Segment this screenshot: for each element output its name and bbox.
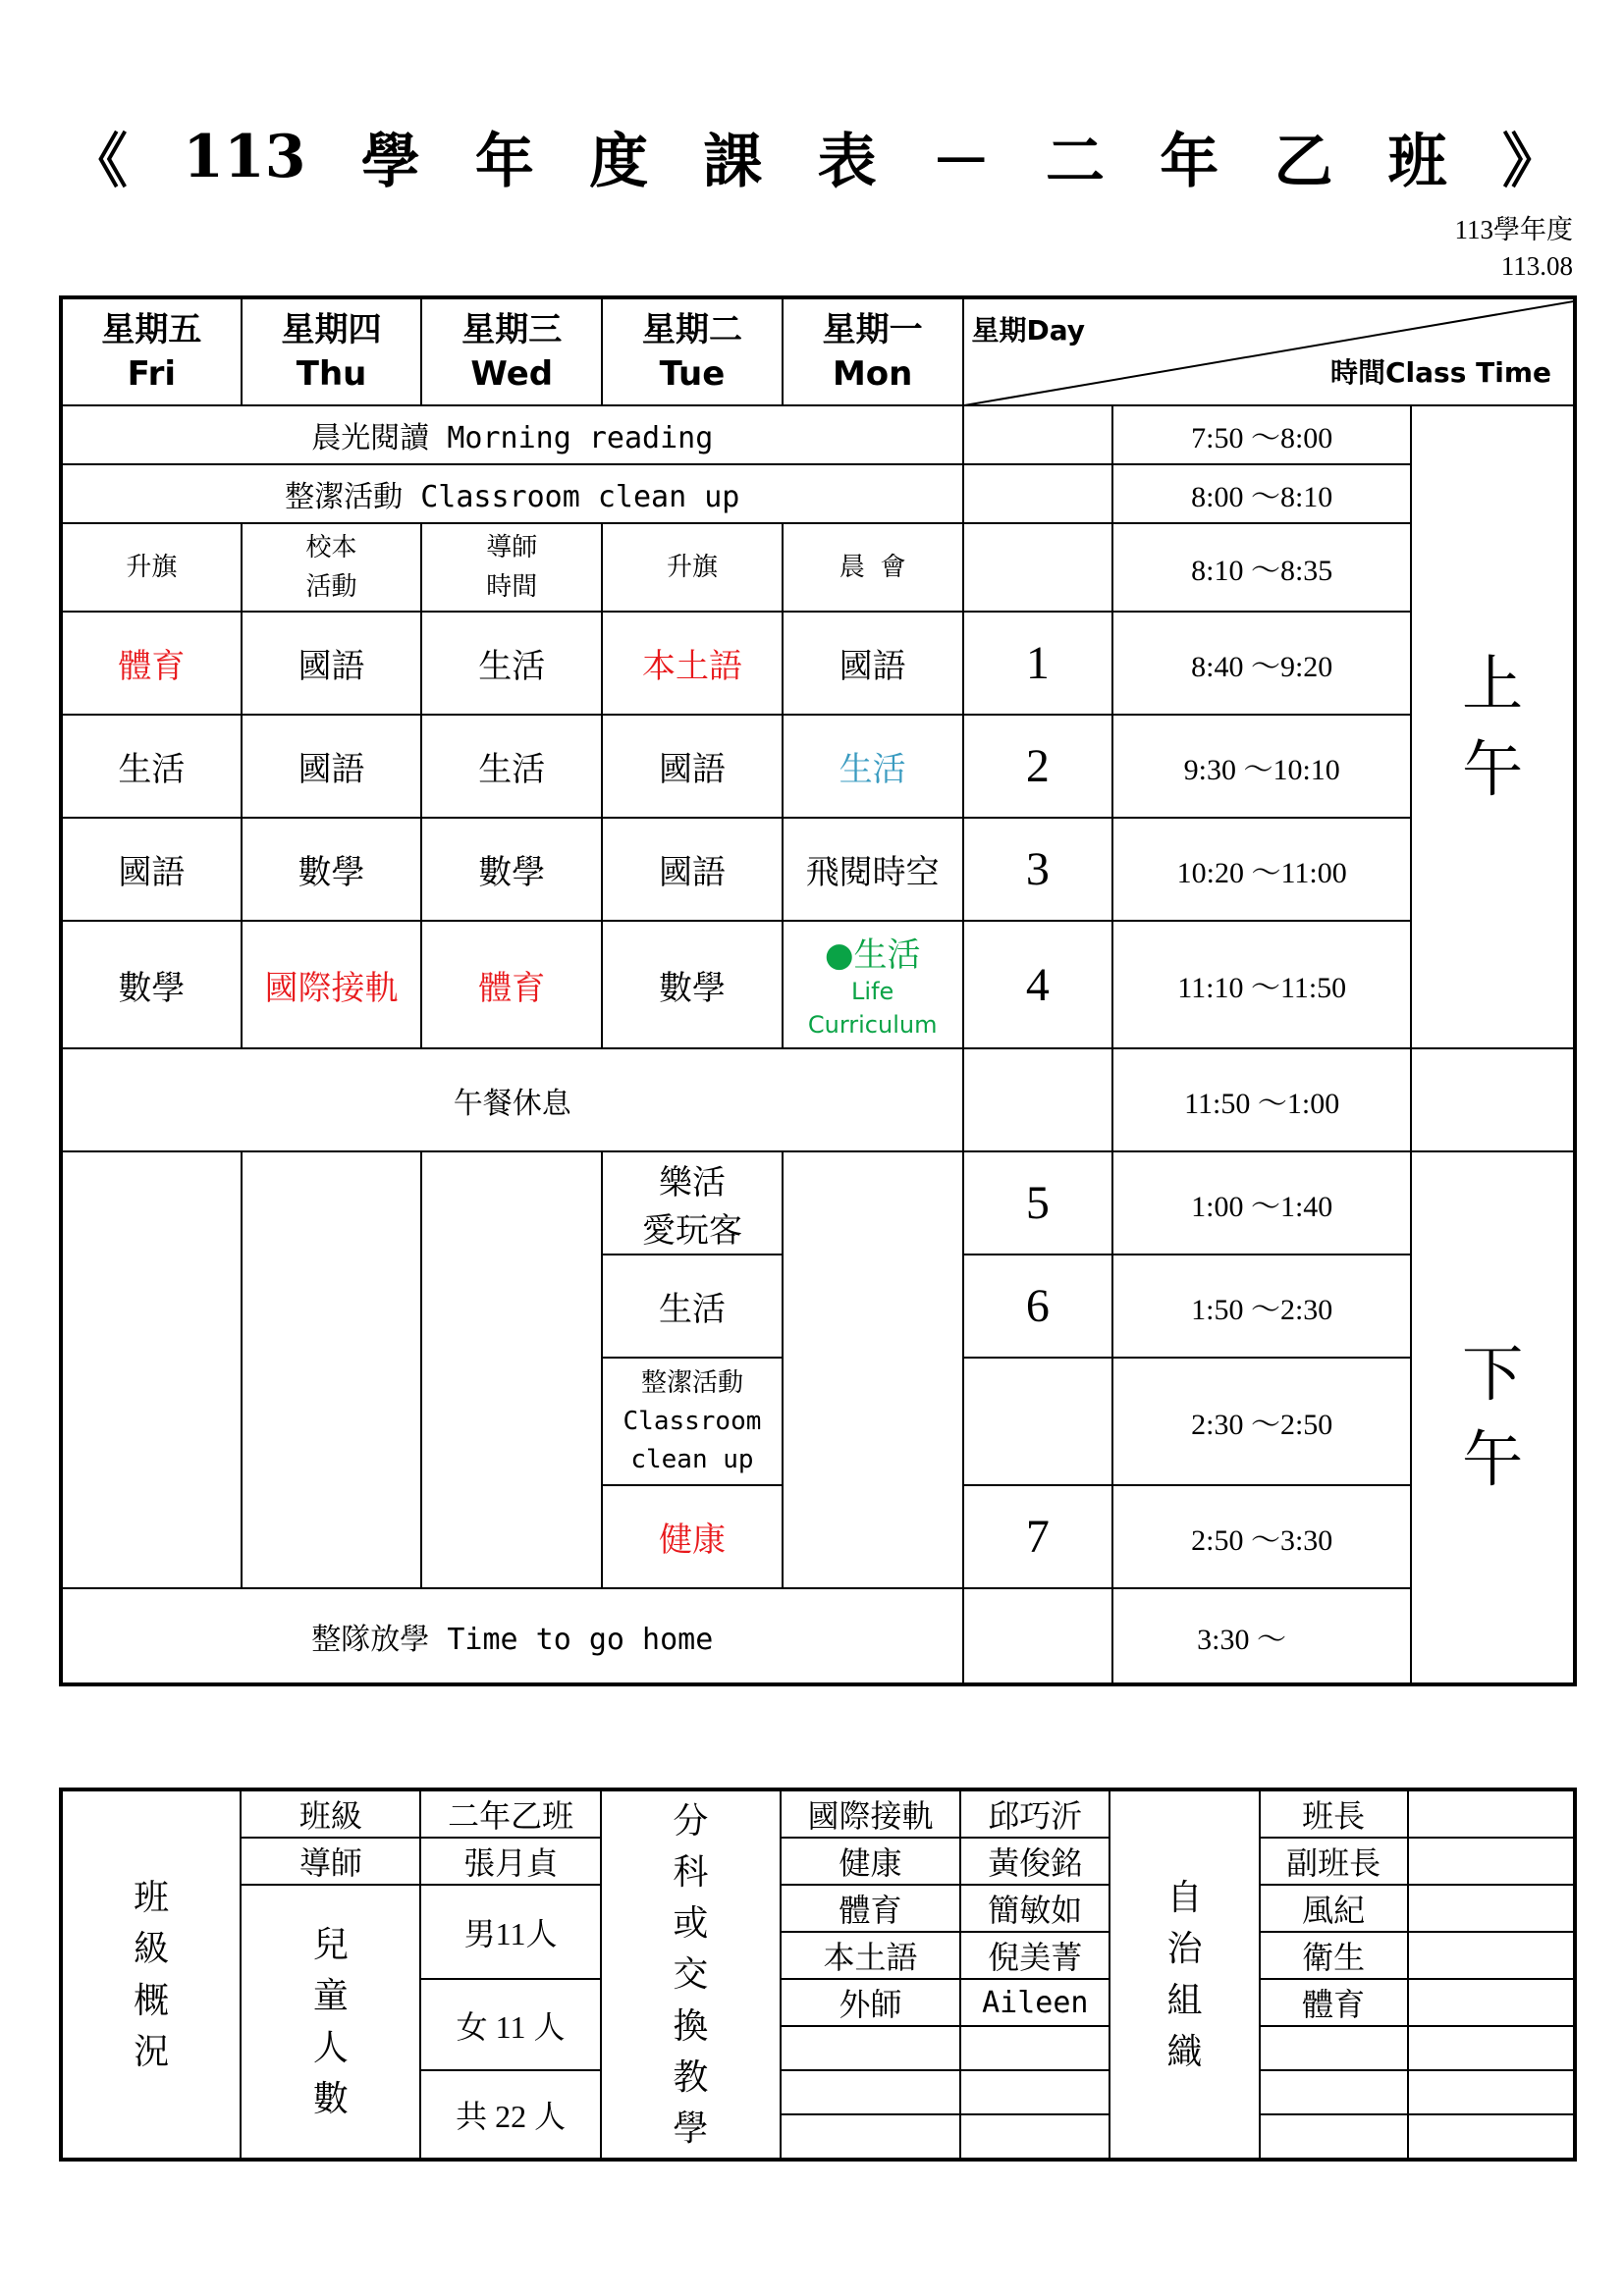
time-p1: 8:40 ～9:20 (1112, 612, 1411, 715)
period-number: 2 (963, 715, 1113, 818)
p3-wed: 數學 (421, 818, 602, 921)
subject-name (781, 2114, 960, 2160)
period-number: 4 (963, 921, 1113, 1048)
period-number: 1 (963, 612, 1113, 715)
role-holder (1408, 1789, 1575, 1838)
role-holder (1408, 2114, 1575, 2160)
period-number: 6 (963, 1255, 1113, 1358)
p1-tue: 本土語 (602, 612, 783, 715)
period-number: 7 (963, 1485, 1113, 1588)
title-char: － (931, 128, 991, 196)
p4-thu: 國際接軌 (242, 921, 422, 1048)
p4-tue: 數學 (602, 921, 783, 1048)
clean2-tue: 整潔活動 Classroom clean up (602, 1358, 783, 1485)
role-name: 副班長 (1260, 1838, 1408, 1885)
subject-name (781, 2070, 960, 2114)
title-char: 113 (183, 123, 306, 191)
p2-fri: 生活 (61, 715, 242, 818)
time-assembly: 8:10 ～8:35 (1112, 523, 1411, 612)
go-home: 整隊放學 Time to go home (61, 1588, 963, 1684)
time-lunch: 11:50 ～1:00 (1112, 1048, 1411, 1151)
pm-mon (783, 1151, 963, 1588)
schedule-table (59, 295, 1577, 1686)
class-info-table (59, 1788, 1577, 2162)
p4-mon-sub-2: Curriculum (807, 1010, 938, 1039)
title-char: 二 (1046, 128, 1105, 196)
subject-teacher (960, 2026, 1110, 2070)
school-year: 113學年度 (1454, 215, 1573, 244)
corner-header (963, 297, 1575, 405)
period-empty (963, 405, 1113, 464)
p4-mon-sub-1: Life (851, 977, 894, 1005)
role-name: 衛生 (1260, 1932, 1408, 1979)
corner-time-label: 時間Class Time (1330, 356, 1551, 389)
role-name: 體育 (1260, 1979, 1408, 2026)
time-p3: 10:20 ～11:00 (1112, 818, 1411, 921)
period-empty (963, 1358, 1113, 1485)
role-name (1260, 2114, 1408, 2160)
time-p7: 2:50 ～3:30 (1112, 1485, 1411, 1588)
children-count-label: 兒 童 人 數 (241, 1885, 420, 2160)
period-empty (963, 464, 1113, 523)
role-holder (1408, 1932, 1575, 1979)
p4-fri: 數學 (61, 921, 242, 1048)
p3-fri: 國語 (61, 818, 242, 921)
corner-day-label: 星期Day (971, 314, 1086, 347)
period-number: 5 (963, 1151, 1113, 1255)
title-char: 乙 (1273, 128, 1333, 196)
p4-wed: 體育 (421, 921, 602, 1048)
role-holder (1408, 2070, 1575, 2114)
subject-name (781, 2026, 960, 2070)
subject-teacher: 簡敏如 (960, 1885, 1110, 1932)
period-empty (963, 1048, 1113, 1151)
role-holder (1408, 1838, 1575, 1885)
morning-label: 上 午 (1411, 405, 1575, 1048)
period-empty (963, 1588, 1113, 1684)
role-holder (1408, 2026, 1575, 2070)
clean-up: 整潔活動 Classroom clean up (61, 464, 963, 523)
class-value: 二年乙班 (420, 1789, 600, 1838)
p1-thu: 國語 (242, 612, 422, 715)
p2-mon: 生活 (783, 715, 963, 818)
subject-teacher: Aileen (960, 1979, 1110, 2026)
p2-wed: 生活 (421, 715, 602, 818)
subject-teacher: 黃俊銘 (960, 1838, 1110, 1885)
p7-tue: 健康 (602, 1485, 783, 1588)
assembly-fri: 升旗 (61, 523, 242, 612)
class-overview-label: 班 級 概 況 (61, 1789, 241, 2160)
teacher-label: 導師 (241, 1838, 420, 1885)
p2-thu: 國語 (242, 715, 422, 818)
subject-name: 外師 (781, 1979, 960, 2026)
empty-cell (1411, 1048, 1575, 1151)
subject-name: 本土語 (781, 1932, 960, 1979)
title-char: 《 (69, 128, 128, 196)
p3-tue: 國語 (602, 818, 783, 921)
title-char: 班 (1387, 128, 1447, 196)
afternoon-label: 下 午 (1411, 1151, 1575, 1684)
time-p5: 1:00 ～1:40 (1112, 1151, 1411, 1255)
assembly-tue: 升旗 (602, 523, 783, 612)
header-thu: 星期四 Thu (242, 297, 422, 405)
role-name (1260, 2070, 1408, 2114)
time-clean: 8:00 ～8:10 (1112, 464, 1411, 523)
header-tue: 星期二 Tue (602, 297, 783, 405)
pm-wed (421, 1151, 602, 1588)
boys-count: 男11人 (420, 1885, 600, 1979)
p4-mon-subject: ●生活 (824, 934, 921, 975)
title-char: 年 (1160, 128, 1219, 196)
p1-mon: 國語 (783, 612, 963, 715)
time-clean2: 2:30 ～2:50 (1112, 1358, 1411, 1485)
header-fri: 星期五 Fri (61, 297, 242, 405)
time-home: 3:30 ～ (1112, 1588, 1411, 1684)
title-char: 度 (589, 128, 649, 196)
assembly-thu: 校本 活動 (242, 523, 422, 612)
subject-name: 健康 (781, 1838, 960, 1885)
title-char: 年 (474, 128, 534, 196)
p3-mon: 飛閱時空 (783, 818, 963, 921)
morning-reading: 晨光閱讀 Morning reading (61, 405, 963, 464)
lunch-break: 午餐休息 (61, 1048, 963, 1151)
time-p2: 9:30 ～10:10 (1112, 715, 1411, 818)
title-char: 》 (1501, 128, 1561, 196)
teacher-value: 張月貞 (420, 1838, 600, 1885)
title-char: 表 (817, 128, 877, 196)
role-holder (1408, 1885, 1575, 1932)
p3-thu: 數學 (242, 818, 422, 921)
subject-teacher (960, 2114, 1110, 2160)
pm-fri (61, 1151, 242, 1588)
subject-teacher: 倪美菁 (960, 1932, 1110, 1979)
title-char: 課 (703, 128, 763, 196)
girls-count: 女 11 人 (420, 1979, 600, 2070)
page-title (69, 108, 1561, 206)
p2-tue: 國語 (602, 715, 783, 818)
subject-name: 體育 (781, 1885, 960, 1932)
title-char: 學 (360, 128, 420, 196)
time-p6: 1:50 ～2:30 (1112, 1255, 1411, 1358)
header-mon: 星期一 Mon (783, 297, 963, 405)
p5-tue: 樂活 愛玩客 (602, 1151, 783, 1255)
role-holder (1408, 1979, 1575, 2026)
subject-teacher (960, 2070, 1110, 2114)
self-gov-label: 自 治 組 織 (1110, 1789, 1259, 2160)
p4-mon (783, 921, 963, 1048)
version-date: 113.08 (1500, 251, 1573, 281)
role-name: 風紀 (1260, 1885, 1408, 1932)
p1-wed: 生活 (421, 612, 602, 715)
class-label: 班級 (241, 1789, 420, 1838)
p6-tue: 生活 (602, 1255, 783, 1358)
role-name (1260, 2026, 1408, 2070)
assembly-wed: 導師 時間 (421, 523, 602, 612)
subject-teacher: 邱巧沂 (960, 1789, 1110, 1838)
period-number: 3 (963, 818, 1113, 921)
role-name: 班長 (1260, 1789, 1408, 1838)
time-reading: 7:50 ～8:00 (1112, 405, 1411, 464)
subject-exchange-label: 分 科 或 交 換 教 學 (601, 1789, 781, 2160)
pm-thu (242, 1151, 422, 1588)
time-p4: 11:10 ～11:50 (1112, 921, 1411, 1048)
assembly-mon: 晨 會 (783, 523, 963, 612)
header-wed: 星期三 Wed (421, 297, 602, 405)
p1-fri: 體育 (61, 612, 242, 715)
period-empty (963, 523, 1113, 612)
total-count: 共 22 人 (420, 2070, 600, 2160)
subject-name: 國際接軌 (781, 1789, 960, 1838)
